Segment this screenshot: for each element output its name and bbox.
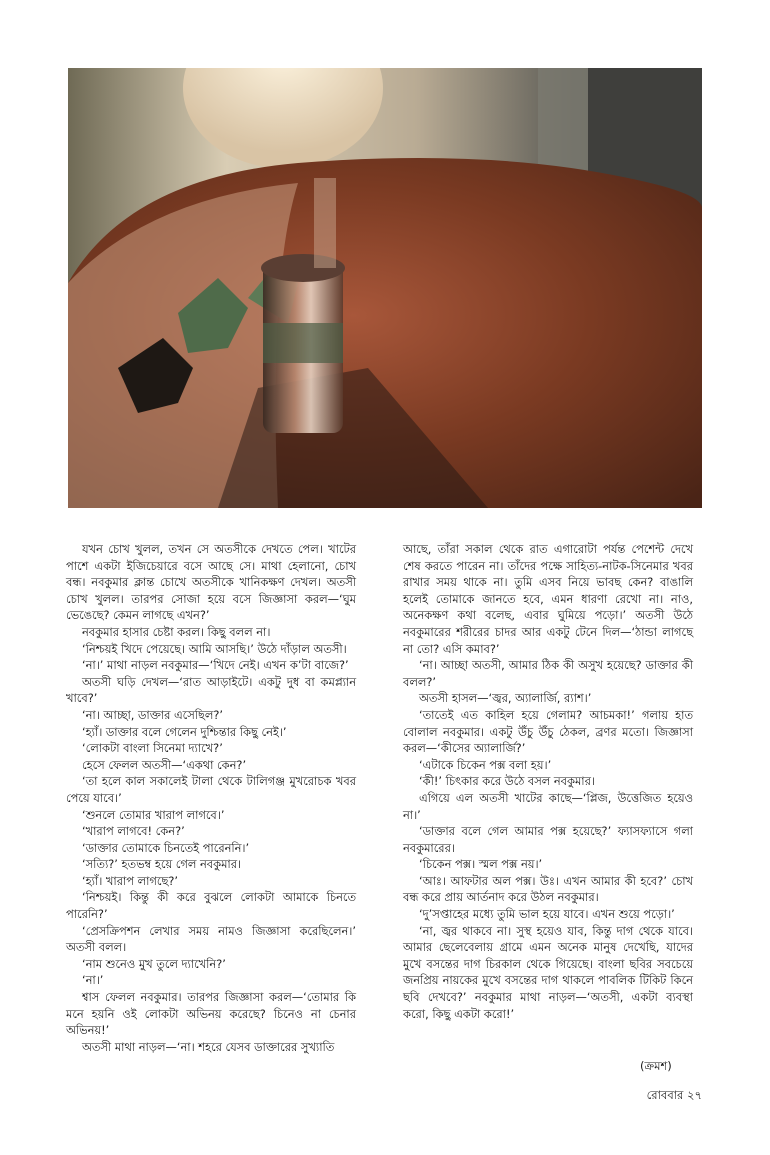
glass-on-table-illustration: [68, 68, 702, 508]
right-text-column: [403, 541, 693, 1022]
paragraph: ‘লোকটা বাংলা সিনেমা দ্যাখে?’: [82, 741, 223, 756]
left-text-column: [66, 541, 356, 1055]
paragraph: ‘প্রেসক্রিপশন লেখার সময় নামও জিজ্ঞাসা করেছিলেন।’ অতসী বলল।: [66, 923, 356, 955]
paragraph: ‘শুনলে তোমার খারাপ লাগবে।’: [82, 807, 225, 822]
paragraph: ‘তা হলে কাল সকালেই টালা থেকে টালিগঞ্জ মুখরোচক খবর পেয়ে যাবে।’: [66, 774, 356, 805]
paragraph: যখন চোখ খুলল, তখন সে অতসীকে দেখতে পেল। খাটের পাশে একটা ইজিচেয়ারে বসে আছে সে। মাথা হেলানো, চোখ বন্ধ। নবকুমার ক্লান্ত চোখে অতসীকে খানিকক্ষণ দেখল। অতসী চোখ খুলল। তারপর সোজা হয়ে বসে জিজ্ঞাসা করল—‘ঘুম ভেঙেছে? কেমন লাগছে এখন?’: [66, 542, 356, 623]
paragraph: নবকুমার হাসার চেষ্টা করল। কিছু বলল না।: [82, 624, 271, 639]
paragraph: ‘খারাপ লাগবে! কেন?’: [82, 824, 185, 839]
paragraph: ‘নাম শুনেও মুখ তুলে দ্যাখেনি?’: [82, 956, 226, 971]
paragraph: ‘হ্যাঁ। ডাক্তার বলে গেলেন দুশ্চিন্তার কিছু নেই।’: [82, 724, 287, 739]
paragraph: ‘নিশ্চয়ই। কিন্তু কী করে বুঝলে লোকটা আমাকে চিনতে পারেনি?’: [66, 890, 356, 922]
paragraph: ‘না। আচ্ছা, ডাক্তার এসেছিল?’: [82, 707, 224, 722]
paragraph: অতসী মাথা নাড়ল—‘না। শহরে যেসব ডাক্তারের সুখ্যাতি: [82, 1039, 335, 1054]
story-illustration: [68, 68, 702, 508]
paragraph: ‘না।’: [82, 973, 104, 988]
paragraph: অতসী ঘড়ি দেখল—‘রাত আড়াইটে। একটু দুধ বা কমপ্ল্যান খাবে?’: [66, 674, 356, 706]
paragraph: ‘নিশ্চয়ই খিদে পেয়েছে। আমি আসছি।’ উঠে দাঁড়াল অতসী।: [82, 641, 347, 656]
continued-label: (ক্রমশ): [640, 1059, 672, 1073]
glass-reflection: [314, 178, 336, 268]
paragraph: ‘দু’সপ্তাহের মধ্যে তুমি ভাল হয়ে যাবে। এখন শুয়ে পড়ো।’: [419, 907, 675, 922]
paragraph: হেসে ফেলল অতসী—‘একথা কেন?’: [82, 757, 247, 772]
paragraph: ‘ডাক্তার তোমাকে চিনতেই পারেননি।’: [82, 840, 250, 855]
paragraph: ‘তাতেই এত কাহিল হয়ে গেলাম? আচমকা!’ গলায় হাত বোলাল নবকুমার। একটু উঁচু উঁচু ঠেকল, ব্রণর মতো। জিজ্ঞাসা করল—‘কীসের অ্যালার্জি?’: [403, 707, 693, 756]
paragraph: ‘আঃ। আফটার অল পক্স। উঃ। এখন আমার কী হবে?’ চোখ বন্ধ করে প্রায় আর্তনাদ করে উঠল নবকুমার।: [403, 873, 693, 905]
page-footer: রোববার ২৭: [646, 1088, 702, 1102]
paragraph: ‘কী!’ চিৎকার করে উঠে বসল নবকুমার।: [419, 774, 595, 789]
paragraph: অতসী হাসল—‘জ্বর, অ্যালার্জি, র‍্যাশ।’: [419, 691, 592, 706]
paragraph: ‘ডাক্তার বলে গেল আমার পক্স হয়েছে?’ ফ্যাসফ্যাসে গলা নবকুমারের।: [403, 824, 693, 855]
paragraph: ‘চিকেন পক্স। স্মল পক্স নয়।’: [419, 857, 543, 872]
paragraph: ‘না। আচ্ছা অতসী, আমার ঠিক কী অসুখ হয়েছে? ডাক্তার কী বলল?’: [403, 658, 693, 689]
paragraph: এগিয়ে এল অতসী খাটের কাছে—‘প্লিজ, উত্তেজিত হয়েও না।’: [403, 790, 693, 822]
paragraph: ‘না, জ্বর থাকবে না। সুস্থ হয়েও যাব, কিন্তু দাগ থেকে যাবে। আমার ছেলেবেলায় গ্রামে এমন অনেক মানুষ দেখেছি, যাদের মুখে বসন্তের দাগ চিরকাল থেকে গিয়েছে। বাংলা ছবির সবচেয়ে জনপ্রিয় নায়কের মুখে বসন্তের দাগ থাকলে পাবলিক টিকিট কিনে ছবি দেখবে?’ নবকুমার মাথা নাড়ল—‘অতসী, একটা ব্যবস্থা করো, কিছু একটা করো!’: [403, 923, 693, 1021]
paragraph: আছে, তাঁরা সকাল থেকে রাত এগারোটা পর্যন্ত পেশেন্ট দেখে শেষ করতে পারেন না। তাঁদের পক্ষে সাহিত্য-নাটক-সিনেমার খবর রাখার সময় থাকে না। তুমি এসব নিয়ে ভাবছ কেন? বাঙালি হলেই তোমাকে জানতে হবে, এমন ধারণা রেখো না। নাও, অনেকক্ষণ কথা বলেছ, এবার ঘুমিয়ে পড়ো।’ অতসী উঠে নবকুমারের শরীরের চাদর আর একটু টেনে দিল—‘ঠান্ডা লাগছে না তো? এসি কমাব?’: [403, 542, 693, 656]
paragraph: ‘না।’ মাথা নাড়ল নবকুমার—‘খিদে নেই। এখন ক’টা বাজে?’: [82, 658, 349, 673]
glass-band: [263, 323, 343, 363]
paragraph: ‘এটাকে চিকেন পক্স বলা হয়।’: [419, 757, 552, 772]
paragraph: ‘হ্যাঁ। খারাপ লাগছে?’: [82, 873, 179, 888]
paragraph: ‘সত্যি?’ হতভম্ব হয়ে গেল নবকুমার।: [82, 857, 242, 872]
paragraph: শ্বাস ফেলল নবকুমার। তারপর জিজ্ঞাসা করল—‘তোমার কি মনে হয়নি ওই লোকটা অভিনয় করেছে? চিনেও না চেনার অভিনয়!’: [66, 990, 356, 1038]
